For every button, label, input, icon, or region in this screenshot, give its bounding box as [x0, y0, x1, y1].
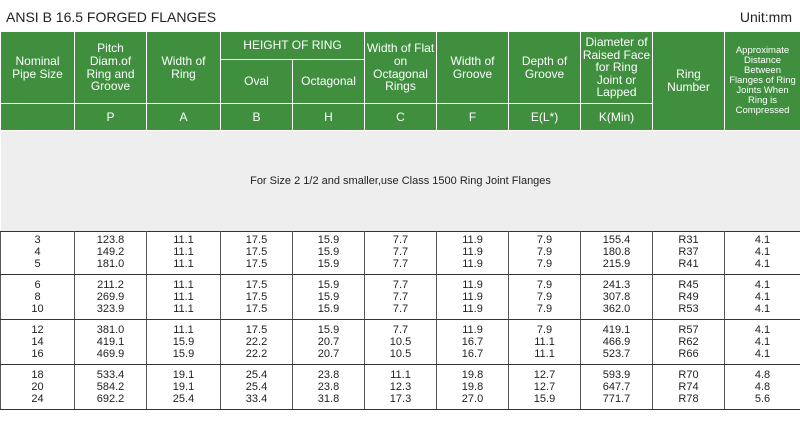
cell-value: 11.9	[462, 303, 483, 315]
cell-value: 17.5	[245, 291, 268, 303]
cell-value: 11.1	[534, 348, 555, 360]
symbol-cell: P	[75, 104, 147, 131]
cell-value: 19.8	[461, 381, 484, 393]
unit-label: Unit:mm	[739, 9, 792, 25]
table-cell	[147, 320, 221, 365]
cell-value: 7.7	[392, 258, 409, 270]
header-depth-of-groove: Depth of Groove	[509, 32, 581, 104]
cell-value: 16.7	[461, 348, 484, 360]
cell-value: 647.7	[602, 381, 631, 393]
cell-value: 7.7	[392, 324, 409, 336]
header-octagonal: Octagonal	[293, 60, 365, 104]
cell-value: 20.7	[317, 348, 340, 360]
cell-value: 11.1	[173, 279, 194, 291]
cell-value: 17.5	[245, 303, 268, 315]
cell-value: 211.2	[97, 279, 124, 291]
cell-value: 17.5	[245, 279, 268, 291]
cell-value: 11.1	[173, 303, 194, 315]
table-cell	[1, 232, 75, 275]
cell-value: 16	[31, 348, 44, 360]
cell-value: 7.7	[392, 279, 409, 291]
cell-value: 7.9	[536, 258, 553, 270]
cell-value: 20.7	[317, 336, 340, 348]
cell-value: 17.5	[245, 258, 268, 270]
table-cell	[1, 275, 75, 320]
cell-value: R74	[678, 381, 699, 393]
cell-value: 17.5	[245, 324, 268, 336]
cell-value: 4.1	[754, 336, 771, 348]
cell-value: 17.3	[389, 393, 412, 405]
cell-value: 18	[31, 369, 44, 381]
symbol-cell	[1, 104, 75, 131]
cell-value: 381.0	[96, 324, 125, 336]
cell-value: 123.8	[96, 234, 125, 246]
cell-value: 10	[31, 303, 44, 315]
table-cell	[75, 365, 147, 410]
symbol-cell: C	[365, 104, 437, 131]
header-width-of-flat: Width of Flat on Octagonal Rings	[365, 32, 437, 104]
cell-value: 12.3	[389, 381, 412, 393]
cell-value: 11.9	[462, 246, 483, 258]
table-cell	[1, 365, 75, 410]
cell-value: 149.2	[96, 246, 125, 258]
cell-value: 22.2	[245, 336, 268, 348]
cell-value: 11.1	[534, 336, 555, 348]
header-width-of-ring: Width of Ring	[147, 32, 221, 104]
cell-value: 11.9	[462, 258, 483, 270]
cell-value: 23.8	[317, 369, 340, 381]
table-cell	[221, 232, 293, 275]
cell-value: 4.1	[754, 234, 771, 246]
cell-value: 6	[34, 279, 41, 291]
cell-value: 7.7	[392, 291, 409, 303]
cell-value: 19.8	[461, 369, 484, 381]
cell-value: R70	[678, 369, 699, 381]
cell-value: 27.0	[461, 393, 484, 405]
cell-value: 7.9	[536, 291, 553, 303]
table-cell	[293, 232, 365, 275]
table-cell	[509, 365, 581, 410]
cell-value: 11.9	[462, 291, 483, 303]
table-cell	[365, 232, 437, 275]
cell-value: 15.9	[317, 291, 340, 303]
header-nominal-pipe-size: Nominal Pipe Size	[1, 32, 75, 104]
table-cell	[365, 365, 437, 410]
cell-value: 7.7	[392, 303, 409, 315]
cell-value: 4.1	[754, 279, 771, 291]
cell-value: 7.9	[536, 246, 553, 258]
symbol-cell: F	[437, 104, 509, 131]
cell-value: 11.9	[462, 234, 483, 246]
cell-value: R66	[678, 348, 699, 360]
symbol-cell: A	[147, 104, 221, 131]
table-cell	[437, 275, 509, 320]
header-ring-number: Ring Number	[653, 32, 725, 131]
cell-value: 466.9	[602, 336, 631, 348]
table-cell	[221, 365, 293, 410]
table-cell	[581, 275, 653, 320]
cell-value: 323.9	[96, 303, 125, 315]
cell-value: 11.1	[173, 234, 194, 246]
cell-value: 533.4	[96, 369, 125, 381]
class-1500-note: For Size 2 1/2 and smaller,use Class 1500 Ring Joint Flanges	[1, 131, 800, 232]
table-cell	[293, 275, 365, 320]
cell-value: R78	[678, 393, 699, 405]
cell-value: 14	[31, 336, 44, 348]
table-cell	[221, 275, 293, 320]
cell-value: 7.9	[536, 303, 553, 315]
cell-value: 584.2	[96, 381, 125, 393]
cell-value: 7.7	[392, 246, 409, 258]
cell-value: 12.7	[533, 381, 556, 393]
cell-value: 11.1	[173, 258, 194, 270]
cell-value: 25.4	[172, 393, 195, 405]
cell-value: 419.1	[96, 336, 125, 348]
table-cell	[653, 320, 725, 365]
title-bar	[0, 0, 800, 31]
symbol-cell: H	[293, 104, 365, 131]
cell-value: 11.1	[390, 369, 411, 381]
table-cell	[509, 232, 581, 275]
cell-value: 15.9	[317, 258, 340, 270]
cell-value: R62	[678, 336, 699, 348]
cell-value: 215.9	[602, 258, 631, 270]
table-cell	[581, 232, 653, 275]
table-body	[1, 131, 800, 410]
table-cell	[221, 320, 293, 365]
cell-value: 269.9	[96, 291, 125, 303]
symbol-cell: E(L*)	[509, 104, 581, 131]
table-cell	[365, 320, 437, 365]
symbol-cell: B	[221, 104, 293, 131]
table-cell	[581, 320, 653, 365]
table-row-group	[1, 320, 800, 365]
cell-value: 180.8	[602, 246, 631, 258]
header-approx-distance: Approximate Distance Between Flanges of Ring Joints When Ring is Compressed	[725, 32, 800, 131]
cell-value: R45	[678, 279, 699, 291]
table-cell	[75, 232, 147, 275]
cell-value: 4.1	[754, 291, 771, 303]
cell-value: 4.1	[754, 303, 771, 315]
cell-value: R57	[678, 324, 699, 336]
table-cell	[437, 320, 509, 365]
cell-value: 15.9	[317, 279, 340, 291]
header-diameter-raised-face: Diameter of Raised Face for Ring Joint or Lapped	[581, 32, 653, 104]
cell-value: 241.3	[602, 279, 631, 291]
cell-value: 307.8	[602, 291, 631, 303]
cell-value: 4.1	[754, 324, 771, 336]
table-cell	[365, 275, 437, 320]
cell-value: 4.1	[754, 258, 771, 270]
cell-value: 181.0	[96, 258, 125, 270]
cell-value: 11.9	[462, 324, 483, 336]
cell-value: 692.2	[96, 393, 125, 405]
cell-value: 15.9	[317, 246, 340, 258]
cell-value: R37	[678, 246, 699, 258]
cell-value: 17.5	[245, 246, 268, 258]
table-cell	[509, 320, 581, 365]
cell-value: 362.0	[602, 303, 631, 315]
cell-value: 4.1	[754, 246, 771, 258]
cell-value: 7.9	[536, 279, 553, 291]
table-cell	[293, 365, 365, 410]
cell-value: 7.7	[392, 234, 409, 246]
cell-value: 11.1	[173, 291, 194, 303]
table-cell	[725, 320, 800, 365]
cell-value: 593.9	[602, 369, 631, 381]
table-cell	[1, 320, 75, 365]
cell-value: 8	[34, 291, 41, 303]
table-cell	[293, 320, 365, 365]
table-cell	[581, 365, 653, 410]
cell-value: 15.9	[172, 348, 195, 360]
cell-value: 155.4	[602, 234, 631, 246]
cell-value: 19.1	[172, 381, 195, 393]
cell-value: 16.7	[461, 336, 484, 348]
cell-value: 23.8	[317, 381, 340, 393]
symbol-cell: K(Min)	[581, 104, 653, 131]
cell-value: 17.5	[245, 234, 268, 246]
table-cell	[147, 275, 221, 320]
cell-value: 10.5	[389, 348, 412, 360]
header-height-of-ring: HEIGHT OF RING	[221, 32, 365, 60]
table-cell	[653, 275, 725, 320]
cell-value: 7.9	[536, 324, 553, 336]
cell-value: 469.9	[96, 348, 125, 360]
cell-value: 24	[31, 393, 44, 405]
table-row-group	[1, 275, 800, 320]
cell-value: 10.5	[389, 336, 412, 348]
cell-value: 4.8	[754, 369, 771, 381]
cell-value: 31.8	[317, 393, 340, 405]
cell-value: 11.1	[173, 246, 194, 258]
cell-value: 419.1	[602, 324, 631, 336]
cell-value: 20	[31, 381, 44, 393]
cell-value: 771.7	[602, 393, 631, 405]
cell-value: 11.9	[462, 279, 483, 291]
cell-value: 25.4	[245, 381, 268, 393]
table-cell	[437, 232, 509, 275]
cell-value: 3	[34, 234, 41, 246]
cell-value: 4	[34, 246, 41, 258]
table-cell	[725, 232, 800, 275]
cell-value: 25.4	[245, 369, 268, 381]
cell-value: 5	[34, 258, 41, 270]
cell-value: 523.7	[602, 348, 631, 360]
cell-value: R49	[678, 291, 699, 303]
cell-value: 5.6	[754, 393, 771, 405]
table-cell	[509, 275, 581, 320]
table-cell	[725, 275, 800, 320]
cell-value: 33.4	[245, 393, 268, 405]
table-cell	[725, 365, 800, 410]
table-cell	[75, 275, 147, 320]
table-cell	[147, 232, 221, 275]
table-row-group	[1, 232, 800, 275]
cell-value: 12.7	[533, 369, 556, 381]
cell-value: R31	[678, 234, 699, 246]
cell-value: R41	[678, 258, 699, 270]
header-width-of-groove: Width of Groove	[437, 32, 509, 104]
cell-value: 22.2	[245, 348, 268, 360]
cell-value: 4.1	[754, 348, 771, 360]
cell-value: 15.9	[533, 393, 556, 405]
cell-value: 15.9	[317, 234, 340, 246]
cell-value: 12	[31, 324, 44, 336]
table-cell	[75, 320, 147, 365]
header-pitch-diameter: Pitch Diam.of Ring and Groove	[75, 32, 147, 104]
cell-value: R53	[678, 303, 699, 315]
table-cell	[147, 365, 221, 410]
flange-dimensions-table	[0, 31, 800, 410]
cell-value: 4.8	[754, 381, 771, 393]
cell-value: 11.1	[173, 324, 194, 336]
cell-value: 7.9	[536, 234, 553, 246]
table-cell	[653, 232, 725, 275]
table-cell	[653, 365, 725, 410]
cell-value: 15.9	[317, 324, 340, 336]
cell-value: 19.1	[172, 369, 195, 381]
table-row-group	[1, 365, 800, 410]
header-oval: Oval	[221, 60, 293, 104]
page-title: ANSI B 16.5 FORGED FLANGES	[6, 9, 217, 25]
cell-value: 15.9	[172, 336, 195, 348]
table-cell	[437, 365, 509, 410]
cell-value: 15.9	[317, 303, 340, 315]
